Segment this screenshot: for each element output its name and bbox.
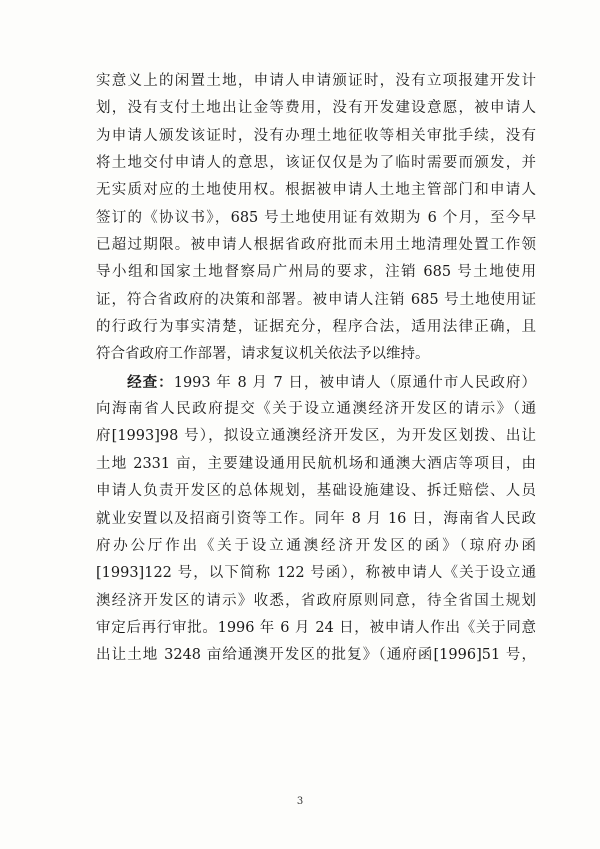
text-segment: 签订的《协议书》，685 号土地使用证有效期为 6 个月，至今早 — [96, 209, 536, 226]
text-segment: 将土地交付申请人的意思，该证仅仅是为了临时需要而颁发，并 — [96, 155, 536, 172]
text-line — [96, 259, 536, 286]
text-segment: 符合省政府工作部署，请求复议机关依法予以维持。 — [96, 346, 430, 363]
text-line — [96, 287, 536, 314]
body-text — [96, 68, 536, 670]
text-line — [96, 341, 536, 368]
text-segment: 为申请人颁发该证时，没有办理土地征收等相关审批手续，没有 — [96, 127, 536, 144]
text-line — [96, 369, 536, 396]
text-segment: 导小组和国家土地督察局广州局的要求，注销 685 号土地使用 — [96, 264, 536, 281]
text-line — [96, 396, 536, 423]
text-line — [96, 314, 536, 341]
text-line — [96, 560, 536, 587]
text-segment: 向海南省人民政府提交《关于设立通澳经济开发区的请示》（通 — [96, 401, 536, 418]
text-line — [96, 232, 536, 259]
text-segment: 申请人负责开发区的总体规划，基础设施建设、拆迁赔偿、人员 — [96, 483, 536, 500]
text-line — [96, 68, 536, 95]
text-segment: 1993 年 8 月 7 日，被申请人（原通什市人民政府） — [173, 374, 536, 391]
text-segment: 澳经济开发区的请示》收悉，省政府原则同意，待全省国土规划 — [96, 592, 536, 609]
text-segment — [96, 375, 127, 391]
section-label: 经查： — [127, 373, 174, 391]
text-segment: 府办公厅作出《关于设立通澳经济开发区的函》（琼府办函 — [96, 537, 536, 554]
text-line — [96, 451, 536, 478]
text-segment: 已超过期限。被申请人根据省政府批而未用土地清理处置工作领 — [96, 237, 536, 254]
text-line — [96, 150, 536, 177]
text-line — [96, 506, 536, 533]
text-line — [96, 478, 536, 505]
text-segment: 审定后再行审批。1996 年 6 月 24 日，被申请人作出《关于同意 — [96, 619, 536, 636]
text-line — [96, 95, 536, 122]
text-segment: 土地 2331 亩，主要建设通用民航机场和通澳大酒店等项目，由 — [96, 455, 536, 472]
text-segment: 府[1993]98 号），拟设立通澳经济开发区，为开发区划拨、出让 — [96, 428, 536, 445]
text-line — [96, 423, 536, 450]
text-line — [96, 588, 536, 615]
text-segment: 的行政行为事实清楚，证据充分，程序合法，适用法律正确，且 — [96, 319, 536, 336]
text-line — [96, 615, 536, 642]
page-number: 3 — [296, 796, 304, 807]
text-segment: 实意义上的闲置土地，申请人申请颁证时，没有立项报建开发计 — [96, 73, 536, 89]
text-segment: 无实质对应的土地使用权。根据被申请人土地主管部门和申请人 — [96, 182, 536, 199]
text-segment: 出让土地 3248 亩给通澳开发区的批复》（通府函[1996]51 号， — [96, 647, 536, 664]
text-segment: 划，没有支付土地出让金等费用，没有开发建设意愿，被申请人 — [96, 100, 536, 117]
text-line — [96, 642, 536, 669]
text-segment: 证，符合省政府的决策和部署。被申请人注销 685 号土地使用证 — [96, 291, 536, 308]
text-line — [96, 123, 536, 150]
text-line — [96, 533, 536, 560]
text-line — [96, 205, 536, 232]
text-segment: 就业安置以及招商引资等工作。同年 8 月 16 日，海南省人民政 — [96, 510, 536, 527]
text-segment: [1993]122 号，以下简称 122 号函），称被申请人《关于设立通 — [96, 565, 536, 582]
text-line — [96, 177, 536, 204]
